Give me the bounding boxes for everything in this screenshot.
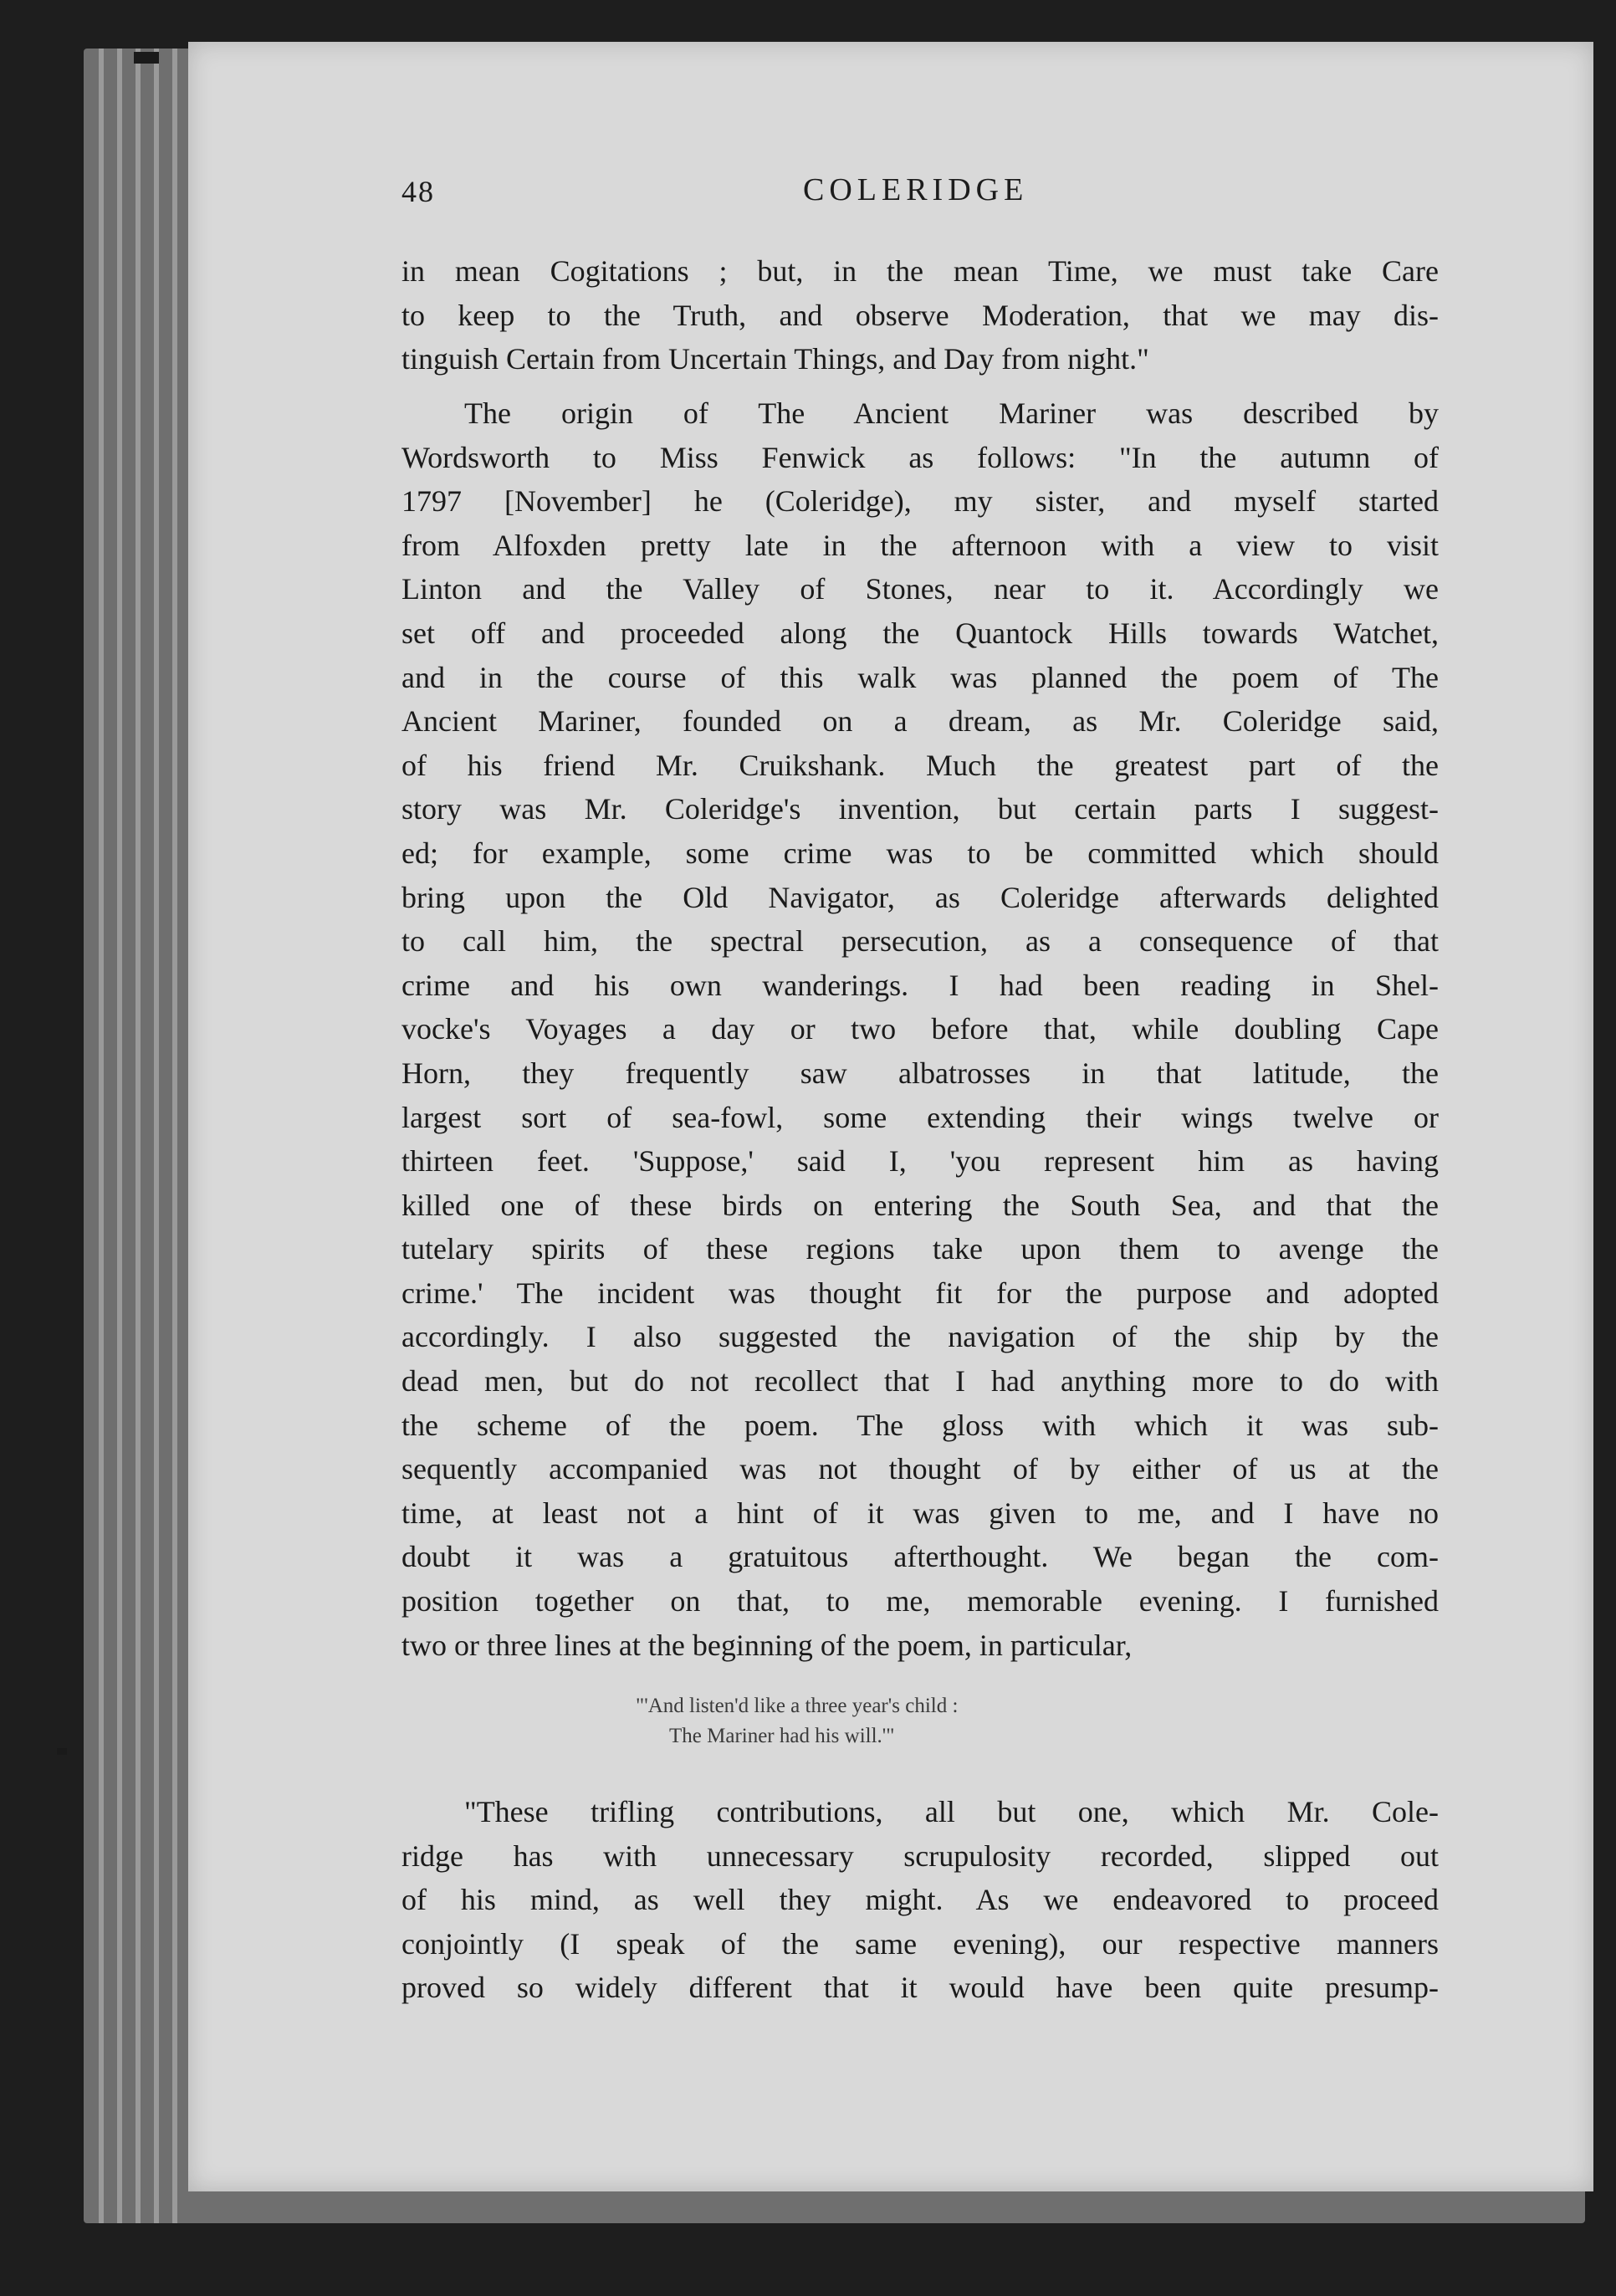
- text-line: Linton and the Valley of Stones, near to it. Accordingly we: [401, 572, 1439, 606]
- text-line: two or three lines at the beginning of the poem, in particular,: [401, 1628, 1133, 1662]
- text-line: Horn, they frequently saw albatrosses in that latitude, the: [401, 1056, 1439, 1090]
- text-line: crime.' The incident was thought fit for the purpose and adopted: [401, 1276, 1439, 1310]
- text-line: to call him, the spectral persecution, as a consequence of that: [401, 924, 1439, 959]
- text-line: and in the course of this walk was planned the poem of The: [401, 660, 1439, 694]
- paragraph-wordsworth-account: [401, 391, 1439, 1667]
- text-line: position together on that, to me, memorable evening. I furnished: [401, 1584, 1439, 1618]
- text-line: The origin of The Ancient Mariner was described by: [464, 396, 1439, 430]
- page-edge: [136, 49, 141, 2223]
- text-line: largest sort of sea-fowl, some extending their wings twelve or: [401, 1100, 1439, 1134]
- text-line: accordingly. I also suggested the navigation of the ship by the: [401, 1320, 1439, 1354]
- quotation-line: The Mariner had his will.'": [669, 1725, 895, 1747]
- text-line: Ancient Mariner, founded on a dream, as Mr. Coleridge said,: [401, 704, 1439, 739]
- text-line: set off and proceeded along the Quantock Hills towards Watchet,: [401, 616, 1439, 650]
- scan-speck: [57, 1748, 67, 1755]
- text-line: of his friend Mr. Cruikshank. Much the greatest part of the: [401, 748, 1439, 782]
- text-line: bring upon the Old Navigator, as Coleridge afterwards delighted: [401, 880, 1439, 914]
- text-line: dead men, but do not recollect that I had anything more to do with: [401, 1364, 1439, 1399]
- text-line: time, at least not a hint of it was given to me, and I have no: [401, 1496, 1439, 1530]
- text-line: Wordsworth to Miss Fenwick as follows: "In the autumn of: [401, 440, 1439, 474]
- text-line: thirteen feet. 'Suppose,' said I, 'you represent him as having: [401, 1144, 1439, 1179]
- text-line: proved so widely different that it would have been quite presump-: [401, 1971, 1439, 2005]
- text-line: ed; for example, some crime was to be committed which should: [401, 836, 1439, 870]
- poem-quotation: [636, 1691, 1221, 1751]
- paragraph-continuation: [401, 249, 1439, 381]
- scan-speck: [134, 52, 159, 64]
- text-line: of his mind, as well they might. As we endeavored to proceed: [401, 1883, 1439, 1917]
- text-line: tinguish Certain from Uncertain Things, and Day from night.": [401, 342, 1149, 376]
- text-line: to keep to the Truth, and observe Moderation, that we may dis-: [401, 298, 1439, 332]
- paragraph-contributions: [401, 1790, 1439, 2010]
- text-line: crime and his own wanderings. I had been reading in Shel-: [401, 968, 1439, 1002]
- page-edge: [99, 49, 104, 2223]
- text-line: killed one of these birds on entering the South Sea, and that the: [401, 1188, 1439, 1222]
- text-line: the scheme of the poem. The gloss with which it was sub-: [401, 1408, 1439, 1442]
- text-line: from Alfoxden pretty late in the afternoon with a view to visit: [401, 528, 1439, 562]
- page-number: 48: [401, 175, 435, 208]
- text-line: 1797 [November] he (Coleridge), my sister, and myself started: [401, 484, 1439, 519]
- text-line: "These trifling contributions, all but one, which Mr. Cole-: [464, 1795, 1439, 1828]
- quotation-line: "'And listen'd like a three year's child :: [636, 1695, 959, 1717]
- text-line: tutelary spirits of these regions take upon them to avenge the: [401, 1232, 1439, 1266]
- running-head: COLERIDGE: [803, 172, 1029, 207]
- text-line: story was Mr. Coleridge's invention, but certain parts I suggest-: [401, 792, 1439, 826]
- text-line: ridge has with unnecessary scrupulosity recorded, slipped out: [401, 1838, 1439, 1873]
- text-line: vocke's Voyages a day or two before that, while doubling Cape: [401, 1012, 1439, 1046]
- text-line: in mean Cogitations ; but, in the mean Time, we must take Care: [401, 254, 1439, 288]
- page-edge: [172, 49, 177, 2223]
- page-edge: [154, 49, 159, 2223]
- text-line: conjointly (I speak of the same evening), our respective manners: [401, 1926, 1439, 1961]
- text-line: doubt it was a gratuitous afterthought. We began the com-: [401, 1540, 1439, 1574]
- text-line: sequently accompanied was not thought of by either of us at the: [401, 1452, 1439, 1486]
- page-edge: [117, 49, 122, 2223]
